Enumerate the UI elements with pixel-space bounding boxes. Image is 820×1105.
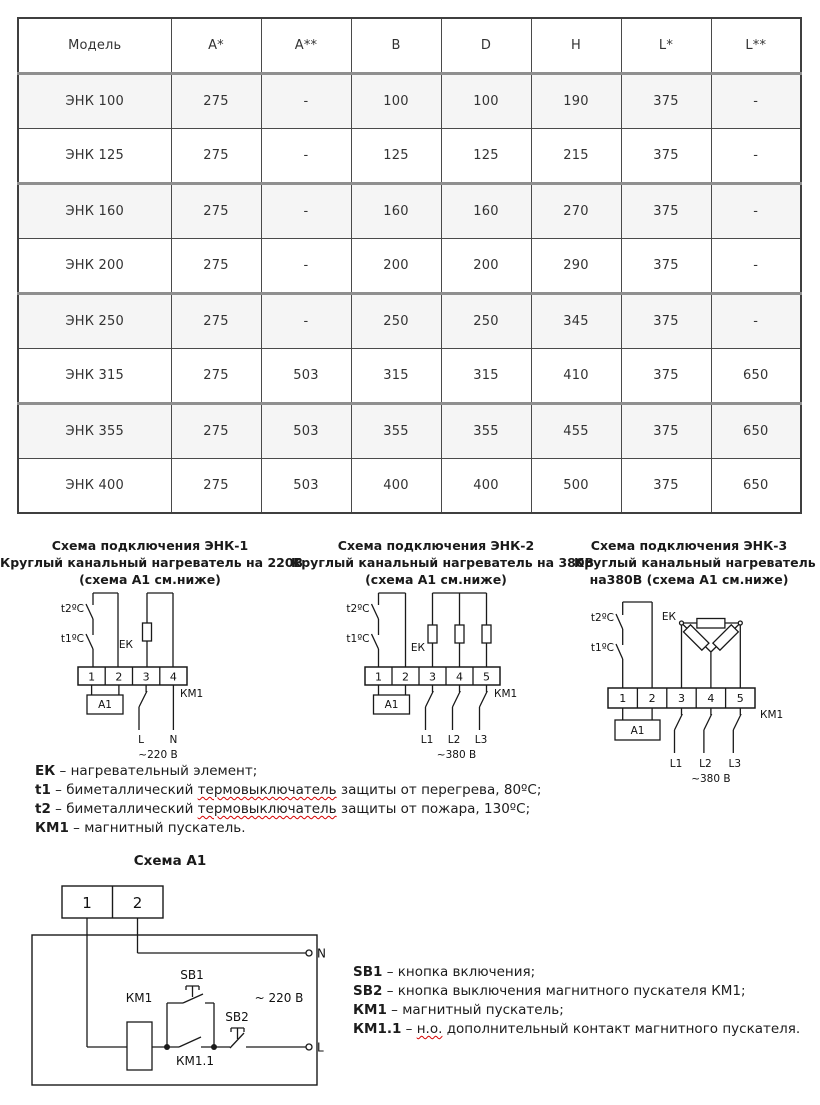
terminal-4: 4 (456, 670, 463, 684)
delta-node (680, 621, 684, 625)
scheme-a1-diagram (25, 850, 335, 1095)
terminal-1: 1 (619, 692, 627, 705)
table-cell: 275 (171, 184, 261, 239)
sb2-label: SB2 (225, 1010, 249, 1024)
table-cell: 410 (531, 349, 621, 404)
a1-leads (92, 685, 119, 695)
table-cell: 270 (531, 184, 621, 239)
table-cell: 375 (621, 184, 711, 239)
table-cell: 275 (171, 129, 261, 184)
legend-item (35, 819, 541, 838)
table-cell: ЭНК 200 (18, 239, 171, 294)
table-cell: 125 (351, 129, 441, 184)
sb1-branch (167, 1003, 214, 1047)
voltage-label: ~380 В (436, 749, 477, 761)
table-cell: 375 (621, 74, 711, 129)
header-cell: D (441, 18, 531, 74)
table-cell: 160 (351, 184, 441, 239)
t2-label: t2ºС (590, 612, 614, 624)
table-cell: 650 (711, 404, 801, 459)
terminal-1: 1 (82, 894, 92, 912)
legend-misspelled-word: н.о. (416, 1021, 443, 1037)
heater-resistor (143, 623, 152, 641)
table-cell: 100 (441, 74, 531, 129)
wire-left-branch (379, 593, 406, 667)
legend-key: SB2 (353, 983, 383, 999)
voltage-label: ~ 220 В (254, 991, 304, 1005)
km11-contact-blade (179, 1037, 201, 1047)
legend-item (353, 1020, 800, 1039)
legend-item (353, 963, 800, 982)
terminal-4: 4 (169, 670, 177, 684)
legend-key: t1 (35, 782, 51, 798)
legend-text: – магнитный пускатель; (386, 1002, 564, 1018)
legend-item (35, 800, 541, 819)
enk2-diagram-title: Схема подключения ЭНК-2 Круглый канальный нагреватель на 380В (схема А1 см.ниже) (291, 538, 595, 587)
a1-label: А1 (630, 725, 645, 737)
t1-label: t1ºС (346, 633, 370, 645)
ek-label: ЕК (661, 611, 676, 623)
table-cell: 200 (441, 239, 531, 294)
table-cell: - (261, 239, 351, 294)
table-cell: 250 (441, 294, 531, 349)
wire-left-branch (93, 593, 118, 667)
table-cell: 190 (531, 74, 621, 129)
legend-item (353, 982, 800, 1001)
table-cell: 400 (441, 459, 531, 514)
l-label: L (317, 1040, 324, 1055)
table-cell: 215 (531, 129, 621, 184)
table-cell: ЭНК 125 (18, 129, 171, 184)
table-cell: 375 (621, 404, 711, 459)
table-cell: 275 (171, 239, 261, 294)
junction-dot (211, 1044, 217, 1050)
legend-text: защиты от пожара, 130ºС; (336, 801, 531, 817)
table-cell: 275 (171, 459, 261, 514)
table-cell: ЭНК 250 (18, 294, 171, 349)
table-cell: 500 (531, 459, 621, 514)
terminal-2: 2 (648, 692, 656, 705)
legend-misspelled-word: термовыключатель (197, 782, 337, 798)
phase-n: N (169, 734, 178, 746)
delta-node (738, 621, 742, 625)
table-cell: - (711, 184, 801, 239)
header-cell: B (351, 18, 441, 74)
table-cell: 375 (621, 129, 711, 184)
terminal-1: 1 (88, 670, 96, 684)
table-cell: 503 (261, 404, 351, 459)
header-cell: Модель (18, 18, 171, 74)
heater-resistor-top (697, 619, 725, 629)
phase-l2: L2 (699, 758, 712, 770)
terminal-1: 1 (375, 670, 382, 684)
table-row (18, 184, 801, 239)
table-cell: 375 (621, 294, 711, 349)
terminal-2: 2 (132, 894, 143, 912)
a1-label: А1 (98, 699, 112, 711)
enk3-wiring-diagram (580, 585, 820, 800)
thermal-switch-blades (372, 604, 379, 649)
sb2-button (230, 1028, 244, 1048)
table-cell: 100 (351, 74, 441, 129)
legend-text: – кнопка выключения магнитного пускателя КМ1; (382, 983, 746, 999)
n-label: N (317, 946, 326, 961)
table-cell: 275 (171, 349, 261, 404)
table-row (18, 74, 801, 129)
sb1-button (183, 986, 203, 1003)
legend-key: ЕК (35, 763, 56, 779)
header-cell: A* (171, 18, 261, 74)
l-terminal-circle (306, 1044, 312, 1050)
thermal-switch-blades (86, 604, 93, 649)
phase-l3: L3 (728, 758, 742, 770)
enk1-diagram-title: Схема подключения ЭНК-1 Круглый канальный нагреватель на 220В (схема А1 см.ниже) (0, 538, 304, 587)
table-cell: ЭНК 315 (18, 349, 171, 404)
ek-label: ЕК (410, 642, 425, 654)
phase-l1: L1 (420, 734, 434, 746)
km1-contacts (426, 685, 488, 730)
terminal-2: 2 (402, 670, 409, 684)
table-cell: - (711, 294, 801, 349)
table-cell: 315 (441, 349, 531, 404)
table-cell: 355 (441, 404, 531, 459)
legend-key: t2 (35, 801, 51, 817)
table-cell: 650 (711, 349, 801, 404)
table-cell: 290 (531, 239, 621, 294)
table-row (18, 129, 801, 184)
heater-resistor (455, 625, 464, 643)
legend-key: КМ1.1 (353, 1021, 402, 1037)
table-row (18, 404, 801, 459)
legend-text: – нагревательный элемент; (55, 763, 258, 779)
table-cell: - (711, 239, 801, 294)
heater-resistor (428, 625, 437, 643)
phase-l1: L1 (669, 758, 683, 770)
legend-text: дополнительный контакт магнитного пускателя. (442, 1021, 801, 1037)
legend-text: защиты от перегрева, 80ºС; (336, 782, 542, 798)
wire-left-branch (623, 602, 652, 688)
table-cell: - (261, 184, 351, 239)
t1-label: t1ºС (590, 642, 614, 654)
voltage-label: ~380 В (691, 773, 731, 785)
t1-label: t1ºС (60, 633, 84, 645)
table-row (18, 349, 801, 404)
table-cell: ЭНК 355 (18, 404, 171, 459)
table-cell: 125 (441, 129, 531, 184)
terminal-5: 5 (736, 692, 744, 705)
table-row (18, 294, 801, 349)
header-cell: H (531, 18, 621, 74)
table-cell: ЭНК 400 (18, 459, 171, 514)
legend-item (353, 1001, 800, 1020)
km1-coil (127, 1022, 152, 1070)
table-cell: - (261, 74, 351, 129)
table-cell: ЭНК 160 (18, 184, 171, 239)
table-cell: 355 (351, 404, 441, 459)
terminal-3: 3 (142, 670, 150, 684)
table-cell: - (711, 74, 801, 129)
legend-text: – (401, 1021, 417, 1037)
scheme-a1-legend (353, 963, 800, 1039)
km1-label: КМ1 (125, 991, 153, 1005)
km1-label: КМ1 (180, 688, 204, 700)
table-cell: 375 (621, 349, 711, 404)
km1-contact (139, 685, 147, 730)
table-cell: 650 (711, 459, 801, 514)
terminal-5: 5 (483, 670, 490, 684)
legend-text: – биметаллический (50, 782, 198, 798)
km1-label: КМ1 (494, 688, 518, 700)
phase-l: L (138, 734, 144, 746)
terminal-4: 4 (707, 692, 715, 705)
phase-l2: L2 (447, 734, 461, 746)
table-cell: 160 (441, 184, 531, 239)
legend-misspelled-word: термовыключатель (197, 801, 337, 817)
sb1-label: SB1 (180, 968, 204, 982)
heater-resistor (482, 625, 491, 643)
enclosure-box (32, 935, 317, 1085)
table-cell: 503 (261, 459, 351, 514)
dimensions-table (17, 17, 802, 514)
legend-text: – биметаллический (50, 801, 198, 817)
table-header-row (18, 18, 801, 74)
legend-key: КМ1 (35, 820, 69, 836)
header-cell: L* (621, 18, 711, 74)
a1-leads (623, 708, 652, 720)
table-cell: 503 (261, 349, 351, 404)
table-cell: 200 (351, 239, 441, 294)
legend-item (35, 781, 541, 800)
header-cell: A** (261, 18, 351, 74)
a1-leads (379, 685, 406, 695)
table-cell: - (711, 129, 801, 184)
km1-label: КМ1 (760, 709, 784, 721)
t2-label: t2ºС (346, 603, 370, 615)
n-terminal-circle (306, 950, 312, 956)
table-cell: - (261, 294, 351, 349)
table-cell: - (261, 129, 351, 184)
terminal-2: 2 (115, 670, 123, 684)
table-cell: 275 (171, 74, 261, 129)
enk3-diagram-title: Схема подключения ЭНК-3 Круглый канальный нагреватель на380В (схема А1 см.ниже) (574, 538, 816, 587)
table-cell: 375 (621, 239, 711, 294)
table-cell: 455 (531, 404, 621, 459)
legend-text: – кнопка включения; (382, 964, 536, 980)
thermal-switch-blades (616, 614, 623, 659)
table-row (18, 459, 801, 514)
legend-key: SB1 (353, 964, 383, 980)
voltage-label: ~220 В (138, 749, 178, 761)
legend-text: – магнитный пускатель. (68, 820, 246, 836)
t2-label: t2ºС (60, 603, 84, 615)
junction-dot (164, 1044, 170, 1050)
table-cell: 375 (621, 459, 711, 514)
table-cell: 275 (171, 294, 261, 349)
table-cell: 250 (351, 294, 441, 349)
legend-item (35, 762, 541, 781)
header-cell: L** (711, 18, 801, 74)
terminal-3: 3 (678, 692, 685, 705)
km1-contacts (675, 708, 742, 753)
table-cell: 275 (171, 404, 261, 459)
legend-key: КМ1 (353, 1002, 387, 1018)
table-row (18, 239, 801, 294)
scheme-a1-title: Схема А1 (133, 853, 207, 869)
table-cell: ЭНК 100 (18, 74, 171, 129)
a1-label: А1 (384, 699, 399, 711)
table-cell: 315 (351, 349, 441, 404)
km11-label: КМ1.1 (176, 1054, 214, 1068)
enk1-wiring-diagram (30, 585, 290, 770)
components-legend (35, 762, 541, 838)
phase-l3: L3 (474, 734, 488, 746)
table-cell: 345 (531, 294, 621, 349)
enk2-wiring-diagram (310, 585, 560, 770)
table-cell: 400 (351, 459, 441, 514)
terminal-3: 3 (429, 670, 436, 684)
ek-label: ЕК (118, 639, 133, 651)
